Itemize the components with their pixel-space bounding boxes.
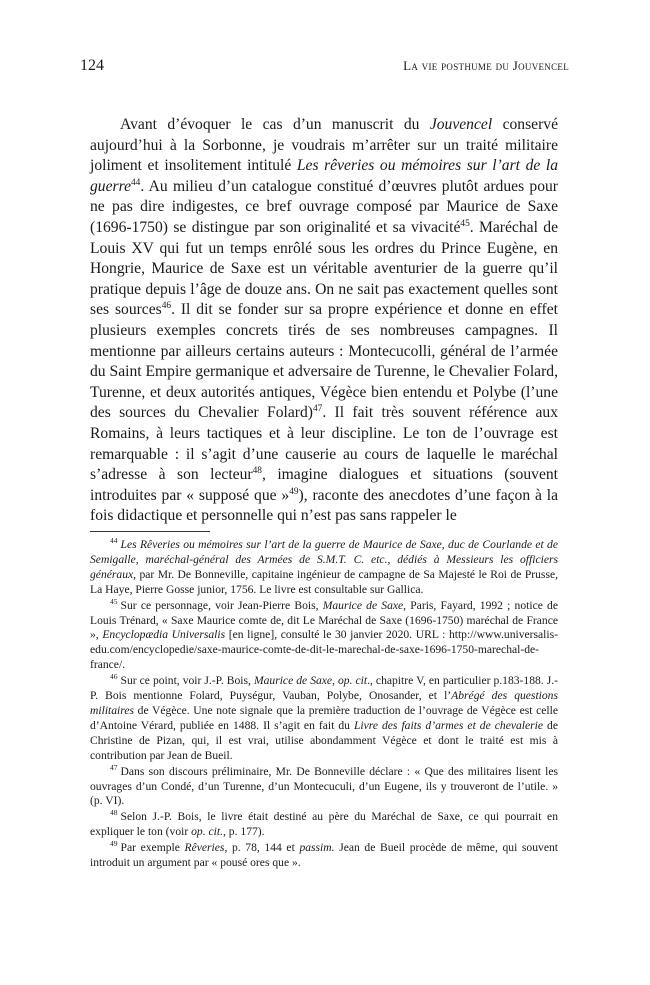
text-run: , imagine dialogues et situations (souvent introduites par « supposé que » [90,466,558,504]
footnote-number: 47 [110,762,118,772]
page-header [80,57,569,77]
text-run: de Christine de Pizan, qui, il est vrai, utilise abondamment Végèce et dont le traité est mis à contribution par Jean de Bueil. [90,718,558,762]
text-run: . Au milieu d’un catalogue constitué d’œuvres plutôt ardues pour ne pas dire indigestes, ce bref ouvrage composé par Maurice de Saxe (1696-1750) se distingue par son originalité et sa vivacité [90,177,558,236]
text-run: par Mr. De Bonneville, capitaine ingénieur de campagne de Sa Majesté le Roi de Prusse, La Haye, Pierre Gosse junior, 1756. Le livre est consultable sur Gallica. [90,567,558,596]
text-run: Sur ce point, voir J.-P. Bois, [120,674,254,688]
footnote-ref-49[interactable]: 49 [289,486,299,497]
text-run: . Il fait très souvent référence aux Romains, à leurs tactiques et à leur discipline. Le ton de l’ouvrage est remarquable : il s’agit d’une causerie au cours de laquelle le maréchal s’adresse à son lecteur [90,404,558,484]
footnote-ref-46[interactable]: 46 [161,301,172,312]
footnote-number: 45 [110,596,118,606]
text-run: , p. 78, 144 et [224,841,300,855]
italic-title: Les Rêveries ou mémoires sur l’art de la guerre de Maurice de Saxe, duc de Courlande et de Semigalle, maréchal-général des Armées de S.M.T. C. etc., dédiés à Messieurs les officiers généraux, [90,538,558,581]
text-run: de Végèce. Une note signale que la première traduction de l’ouvrage de Végèce est celle d’Antoine Vérard, publiée en 1488. Il s’agit en fait du [90,703,558,732]
text-run: ), raconte des anecdotes d’une façon à la fois didactique et personnelle qui n’est pas sans rappeler le [90,486,558,525]
text-run: ., chapitre V, en particulier p.183-188. J.-P. Bois mentionne Folard, Puységur, Vauban, Polybe, Onosander, et l’ [90,674,558,703]
italic-title: Maurice de Saxe [322,598,404,612]
text-run: , Paris, Fayard, 1992 ; notice de Louis Trénard, « Saxe Maurice comte de, dit Le Maréchal de Saxe (1696-1750) maréchal de France », [90,598,558,642]
italic-text: op. cit. [191,825,223,839]
page-number: 124 [80,57,104,74]
italic-title: Abrégé des questions militaires [90,689,558,717]
footnote-ref-48[interactable]: 48 [252,465,262,476]
italic-title: Maurice de Saxe [253,674,333,688]
italic-title: Jouvencel [429,116,493,133]
footnote-number: 46 [110,672,118,682]
body-paragraph [90,115,558,527]
text-run: . Maréchal de Louis XV qui fut un temps enrôlé sous les ordres du Prince Eugène, en Hongrie, Maurice de Saxe est un véritable aventurier de la guerre qu’il pratique depuis l’âge de douze ans. On ne sait pas exactement quelles sont ses sources [90,218,558,319]
footnote-ref-47[interactable]: 47 [312,404,323,415]
footnote-49 [90,841,558,871]
url-text: [en ligne], consulté le 30 janvier 2020. URL : http://www.universalis-edu.com/encyclopedie/saxe-maurice-comte-de-dit-le-marechal-de-saxe-1696-1750-marechal-de-france/. [90,628,558,672]
footnote-ref-44[interactable]: 44 [131,177,141,188]
text-run: . Il dit se fonder sur sa propre expérience et donne en effet plusieurs exemples concrets tirés de ses nombreuses campagnes. Il mentionne par ailleurs certains auteurs : Montecucolli, général de l’armée du Saint Empire germanique et adversaire de Turenne, le Chevalier Folard, Turenne, et deux autorités antiques, Végèce bien entendu et Polybe (l’une des sources du Chevalier Folard) [90,301,558,422]
text-run: Jean de Bueil procède de même, qui souvent introduit un argument par « pousé ores que ». [90,841,558,870]
text-run: Par exemple [120,841,185,855]
running-head: La vie posthume du Jouvencel [403,58,569,73]
text-run: conservé aujourd’hui à la Sorbonne, je voudrais m’arrêter sur un traité militaire joliment et insolitement intitulé [90,116,558,175]
footnote-ref-45[interactable]: 45 [460,218,470,229]
footnote-48 [90,810,558,840]
footnote-number: 44 [110,536,118,546]
text-run: , [332,674,338,688]
italic-title: Livre des faits d’armes et de chevalerie [353,718,544,732]
text-run: Selon J.-P. Bois, le livre était destiné au père du Maréchal de Saxe, ce qui pourrait en expliquer le ton (voir [90,810,558,839]
text-run: Dans son discours préliminaire, Mr. De Bonneville déclare : « Que des militaires lisent les ouvrages d’un Condé, d’un Turenne, d’un Montecuculi, d’un Eugene, ils y trouveront de l’utile. » (p. VI). [90,764,558,808]
italic-text: op. cit [338,674,368,688]
footnote-separator [90,531,210,532]
italic-title: Encyclopædia Universalis [102,628,226,642]
text-run: , p. 177). [223,825,265,839]
italic-text: passim. [299,841,335,855]
text-run: Sur ce personnage, voir Jean-Pierre Bois, [120,598,323,612]
footnote-45 [90,596,558,674]
italic-title: Les rêveries ou mémoires sur l’art de la guerre [90,157,559,195]
footnote-number: 48 [110,808,118,818]
footnote-44 [90,538,558,598]
footnotes [90,538,558,872]
footnote-number: 49 [110,839,118,849]
footnote-47 [90,762,558,810]
text-run: Avant d’évoquer le cas d’un manuscrit du [120,116,430,133]
footnote-46 [90,674,558,763]
italic-title: Rêveries [184,841,225,855]
body-text [90,115,558,527]
